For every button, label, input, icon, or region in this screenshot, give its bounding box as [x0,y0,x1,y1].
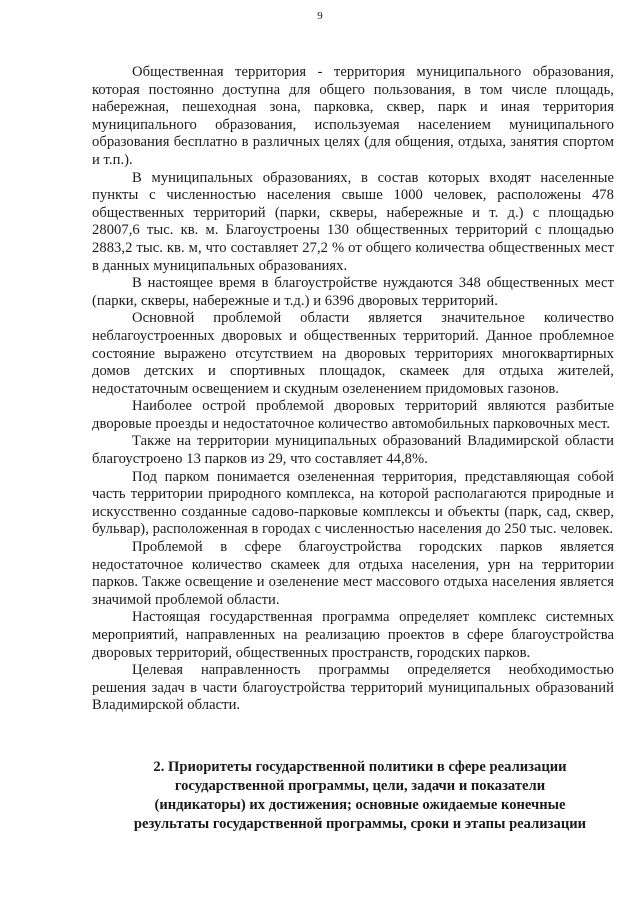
paragraph-public-territory-definition: Общественная территория - территория муниципального образования, которая постоянно доступна для общего пользования, в том числе площадь, набережная, пешеходная зона, парковка, сквер, парк и иная территория муниципального образования, используемая населением муниципального образования бесплатно в различных целях (для общения, отдыха, занятия спортом и т.п.). [92,64,614,168]
section-heading [100,758,620,834]
section-heading-line: результаты государственной программы, сроки и этапы реализации [133,816,587,832]
paragraph-territories-needing-improvement: В настоящее время в благоустройстве нуждаются 348 общественных мест (парки, скверы, набережные и т.д.) и 6396 дворовых территорий. [92,275,614,309]
paragraph-parks-count: Также на территории муниципальных образований Владимирской области благоустроено 13 парков из 29, что составляет 44,8%. [92,433,614,468]
paragraph-park-problems: Проблемой в сфере благоустройства городских парков является недостаточное количество скамеек для отдыха населения, урн на территории парков. Также освещение и озеленение мест массового отдыха населения является значимой проблемой области. [92,539,614,608]
section-heading-line: (индикаторы) их достижения; основные ожидаемые конечные [154,797,566,813]
section-heading-line: государственной программы, цели, задачи и показатели [174,778,546,794]
paragraph-acute-problem: Наиболее острой проблемой дворовых территорий являются разбитые дворовые проезды и недостаточное количество автомобильных парковочных мест. [92,398,614,432]
document-body [92,64,614,715]
section-heading-line: 2. Приоритеты государственной политики в сфере реализации [153,759,567,775]
paragraph-public-territories-count: В муниципальных образованиях, в состав которых входят населенные пункты с численностью населения свыше 1000 человек, расположены 478 общественных территорий (парки, скверы, набережные и т. д.) с площадью 28007,6 тыс. кв. м. Благоустроены 130 общественных территорий с площадью 2883,2 тыс. кв. м, что составляет 27,2 % от общего количества общественных мест в данных муниципальных образованиях. [92,169,614,274]
paragraph-park-definition: Под парком понимается озелененная территория, представляющая собой часть территории природного комплекса, на которой располагаются природные и искусственно созданные садово-парковые комплексы и объекты (парк, сад, сквер, бульвар), расположенная в городах с численностью населения до 250 тыс. человек. [92,468,614,538]
paragraph-program-purpose: Целевая направленность программы определяется необходимостью решения задач в части благоустройства территорий муниципальных образований Владимирской области. [92,662,614,714]
paragraph-main-problem: Основной проблемой области является значительное количество неблагоустроенных дворовых и общественных территорий. Данное проблемное состояние выражено отсутствием на дворовых территориях многоквартирных домов детских и спортивных площадок, скамеек для отдыха жителей, недостаточным освещением и скудным озеленением придомовых газонов. [92,310,614,397]
paragraph-program-scope: Настоящая государственная программа определяет комплекс системных мероприятий, направленных на реализацию проектов в сфере благоустройства дворовых территорий, общественных пространств, городских парков. [92,609,614,661]
page-number: 9 [317,10,323,22]
